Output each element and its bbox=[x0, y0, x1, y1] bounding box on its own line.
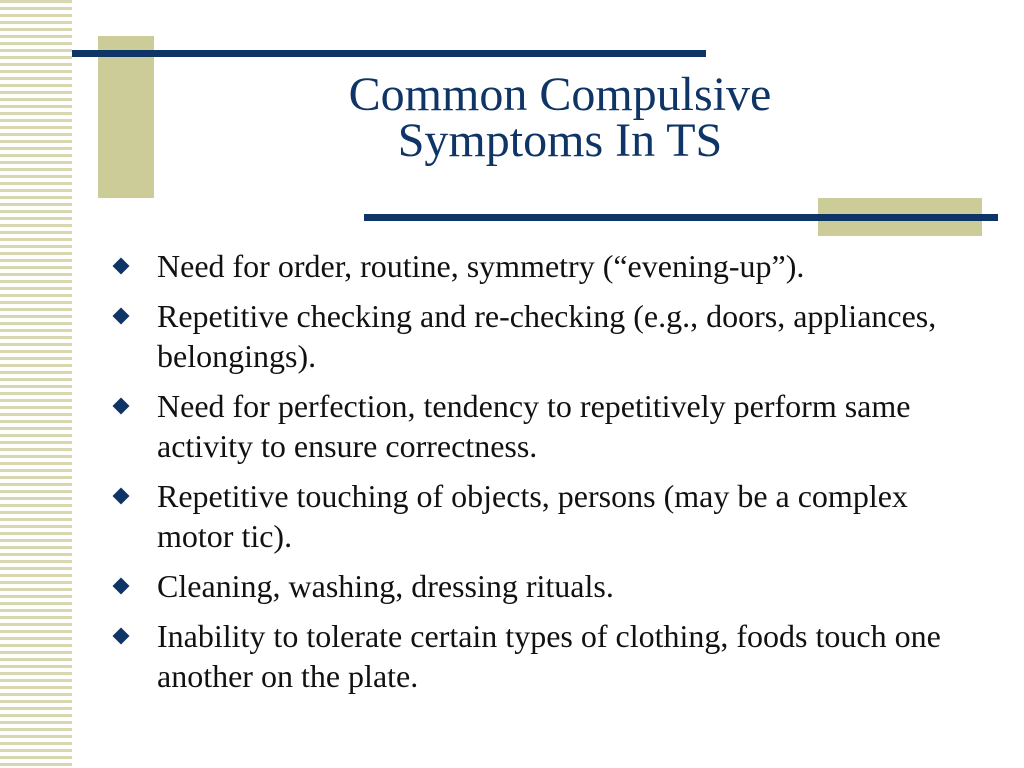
bullet-list bbox=[110, 246, 990, 706]
bullet-item bbox=[110, 246, 990, 286]
bullet-text: Need for perfection, tendency to repetitively perform same activity to ensure correctness. bbox=[157, 388, 911, 464]
diamond-icon bbox=[113, 258, 130, 275]
bullet-text: Need for order, routine, symmetry (“evening-up”). bbox=[157, 248, 805, 284]
slide-title-line-2: Symptoms In TS bbox=[397, 114, 723, 167]
bullet-item bbox=[110, 566, 990, 606]
left-stripe-pattern bbox=[0, 0, 72, 768]
bullet-text: Repetitive checking and re-checking (e.g., doors, appliances, belongings). bbox=[157, 298, 937, 374]
diamond-icon bbox=[113, 578, 130, 595]
bullet-text: Cleaning, washing, dressing rituals. bbox=[157, 568, 614, 604]
slide-title-line-1: Common Compulsive bbox=[348, 68, 772, 121]
bullet-text: Repetitive touching of objects, persons (may be a complex motor tic). bbox=[157, 478, 908, 554]
bullet-item bbox=[110, 476, 990, 556]
diamond-icon bbox=[113, 398, 130, 415]
diamond-icon bbox=[113, 308, 130, 325]
bullet-text: Inability to tolerate certain types of clothing, foods touch one another on the plate. bbox=[157, 618, 941, 694]
slide-title bbox=[190, 68, 930, 167]
bottom-accent-line bbox=[364, 214, 998, 221]
diamond-icon bbox=[113, 488, 130, 505]
bullet-item bbox=[110, 296, 990, 376]
diamond-icon bbox=[113, 628, 130, 645]
top-accent-line bbox=[72, 50, 706, 57]
bullet-item bbox=[110, 616, 990, 696]
bullet-item bbox=[110, 386, 990, 466]
top-accent-block bbox=[98, 36, 154, 198]
